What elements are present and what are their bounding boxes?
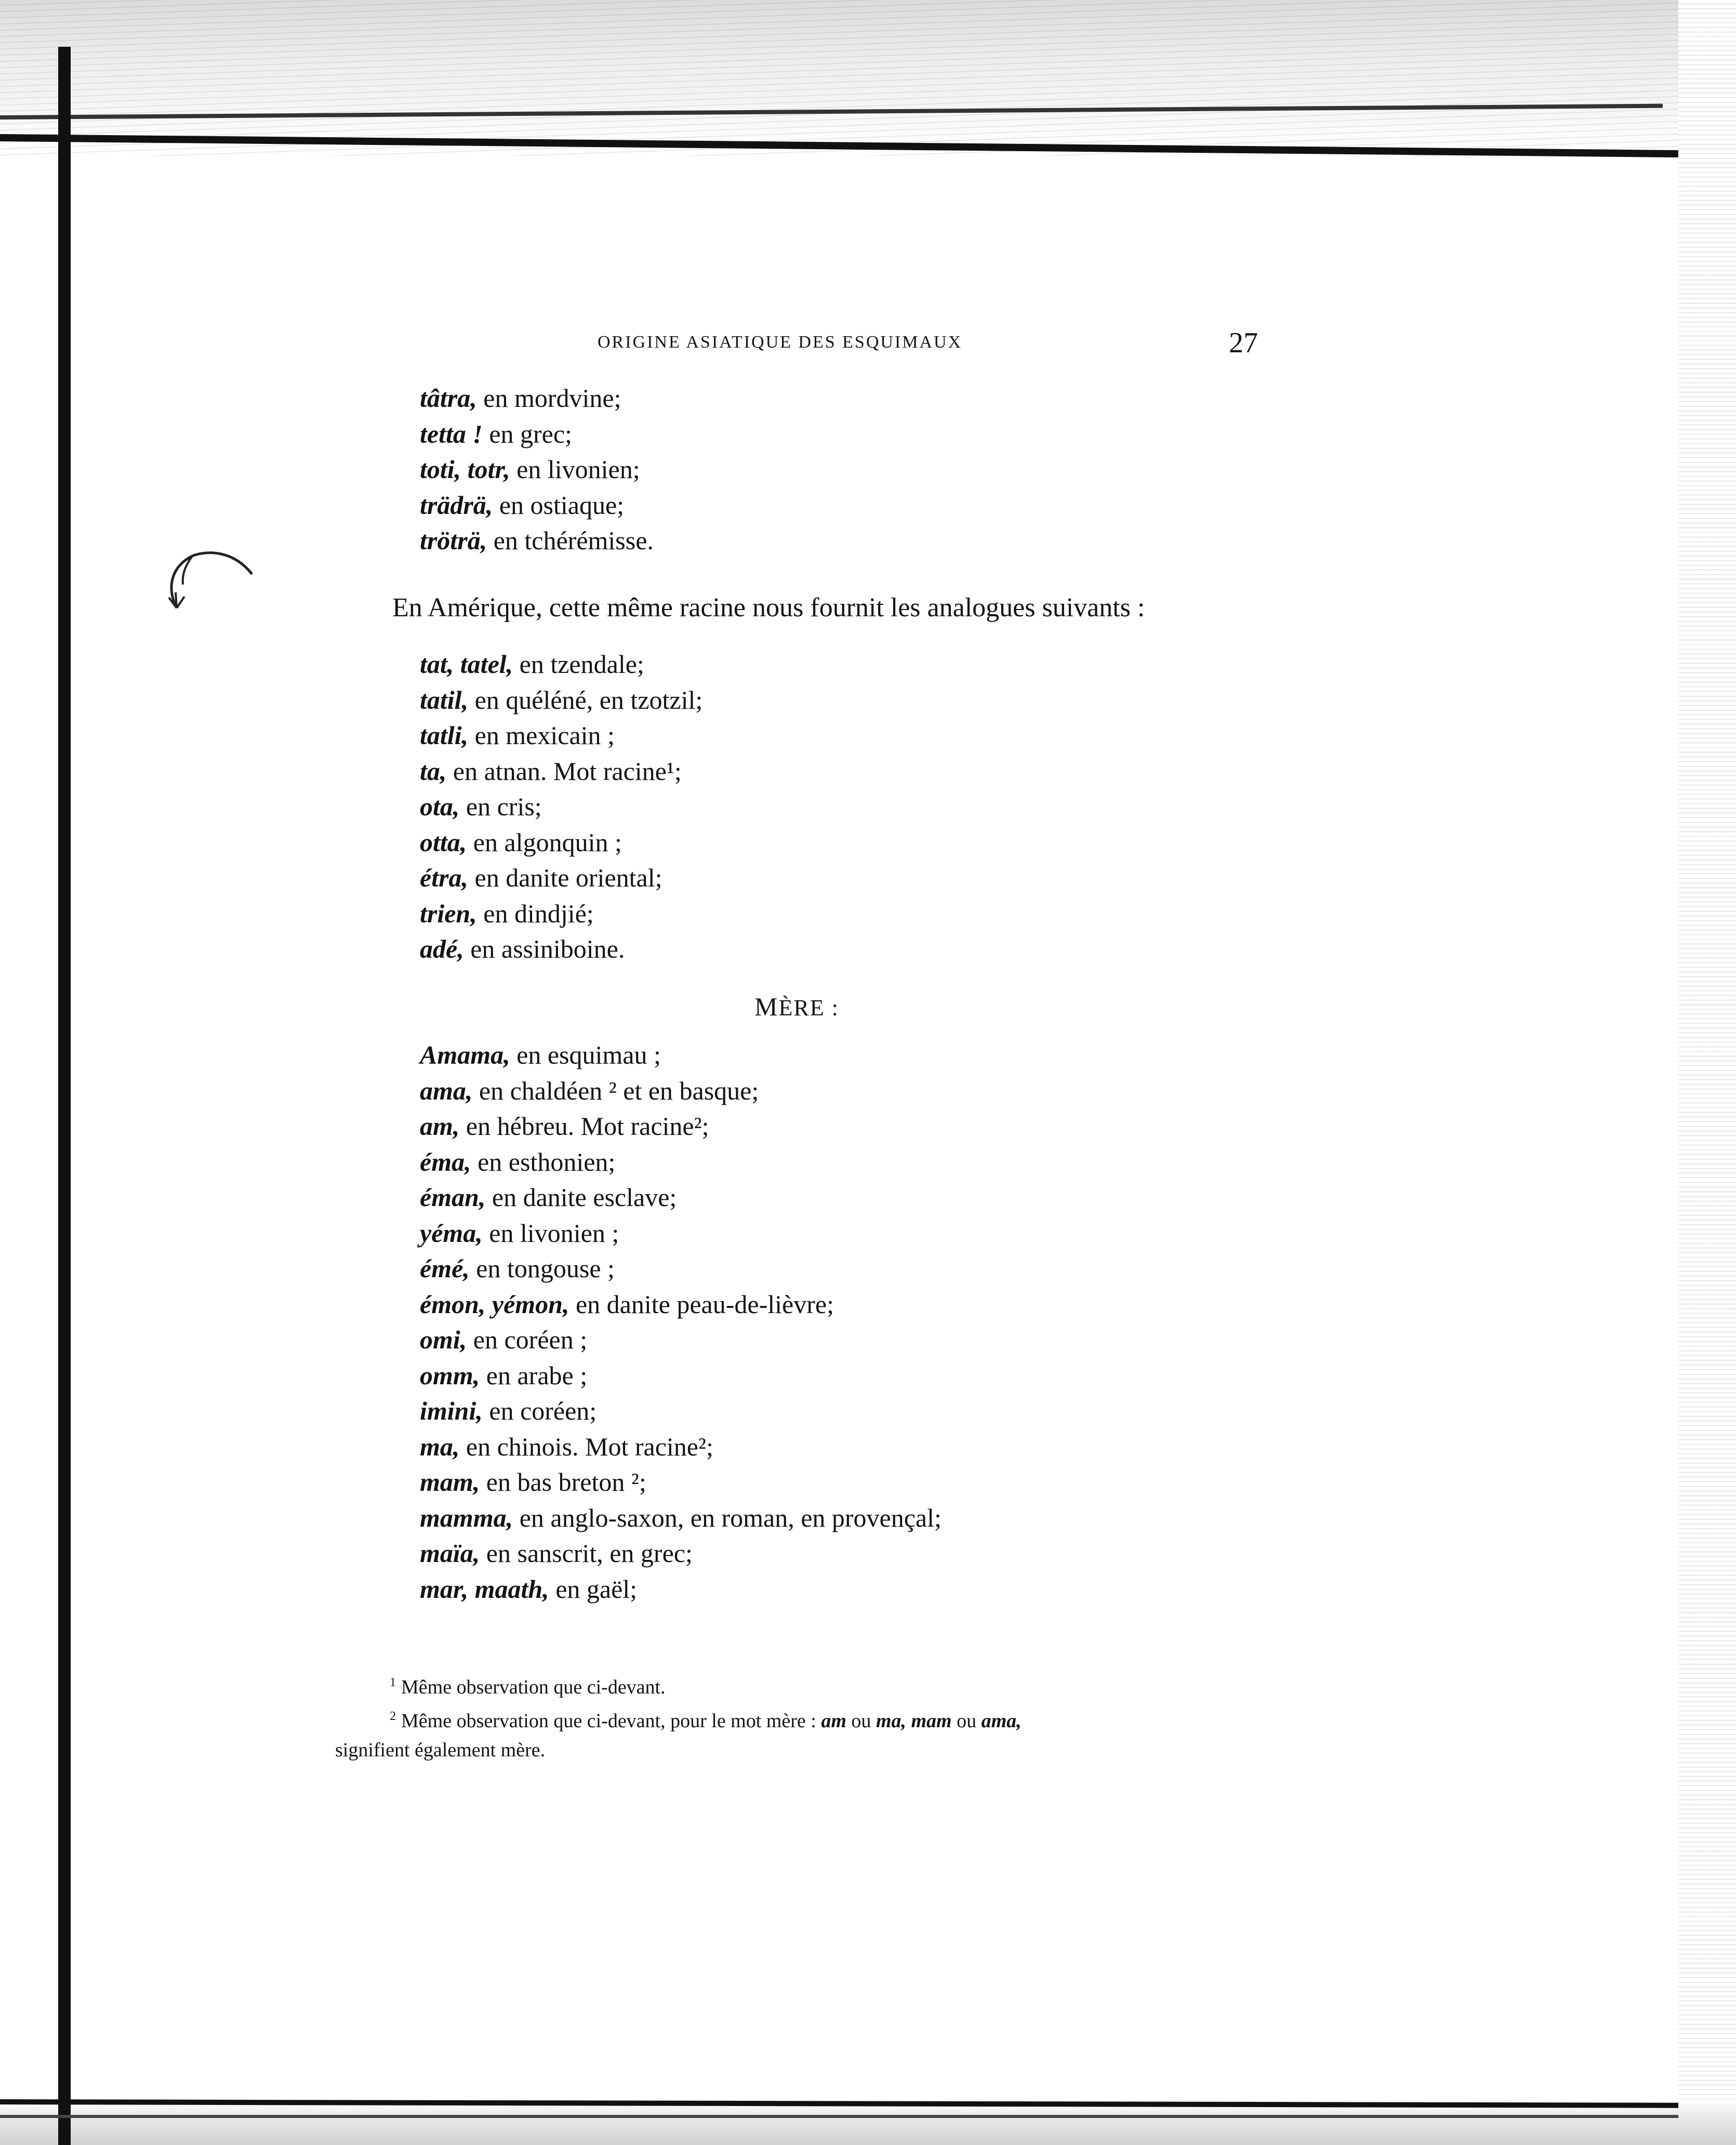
list-item: ta, en atnan. Mot racine¹;	[420, 756, 682, 786]
list-item: ama, en chaldéen ² et en basque;	[420, 1076, 759, 1105]
list-item: tatli, en mexicain ;	[420, 721, 615, 750]
scan-edge-right	[1678, 0, 1736, 2145]
list-item: imini, en coréen;	[420, 1396, 597, 1425]
footnotes	[335, 1668, 1265, 1765]
footnote: $^1$ Même observation que ci-devant.	[390, 1676, 666, 1698]
list-pere-continued	[420, 380, 654, 559]
list-item: tröträ, en tchérémisse.	[420, 526, 654, 555]
footnote-continuation: signifient également mère.	[335, 1739, 546, 1761]
list-item: Amama, en esquimau ;	[420, 1040, 661, 1069]
running-title: ORIGINE ASIATIQUE DES ESQUIMAUX	[598, 333, 963, 352]
list-item: otta, en algonquin ;	[420, 827, 622, 857]
list-item: mam, en bas breton ²;	[420, 1467, 646, 1497]
list-item: yéma, en livonien ;	[420, 1218, 619, 1248]
section-title: MÈRE :	[754, 992, 839, 1021]
list-item: toti, totr, en livonien;	[420, 455, 640, 484]
list-item: tetta ! en grec;	[420, 419, 572, 448]
list-item: émé, en tongouse ;	[420, 1254, 615, 1283]
list-america	[420, 646, 703, 967]
list-mere	[420, 1037, 942, 1607]
footnote: $^2$ Même observation que ci-devant, pour le mot mère : am ou ma, mam ou ama,	[390, 1710, 1022, 1732]
page-number: 27	[1229, 327, 1258, 359]
list-item: omm, en arabe ;	[420, 1360, 588, 1390]
scan-shadow-top	[0, 0, 1736, 156]
scan-border-line	[0, 2115, 1678, 2118]
list-item: tatil, en quéléné, en tzotzil;	[420, 685, 703, 714]
scan-border-line	[58, 47, 71, 2145]
list-item: mamma, en anglo-saxon, en roman, en provençal;	[420, 1503, 942, 1532]
list-item: tat, tatel, en tzendale;	[420, 650, 644, 679]
list-item: trien, en dindjié;	[420, 898, 594, 928]
list-item: éma, en esthonien;	[420, 1147, 616, 1176]
list-item: tâtra, en mordvine;	[420, 383, 621, 413]
pencil-mark-icon	[145, 535, 265, 618]
paragraph: En Amérique, cette même racine nous fournit les analogues suivants :	[392, 593, 1145, 623]
list-item: éman, en danite esclave;	[420, 1183, 677, 1212]
list-item: adé, en assiniboine.	[420, 934, 625, 963]
list-item: ota, en cris;	[420, 792, 542, 821]
list-item: am, en hébreu. Mot racine²;	[420, 1111, 709, 1141]
list-item: trädrä, en ostiaque;	[420, 490, 625, 520]
list-item: émon, yémon, en danite peau-de-lièvre;	[420, 1289, 834, 1319]
list-item: maïa, en sanscrit, en grec;	[420, 1539, 693, 1568]
list-item: ma, en chinois. Mot racine²;	[420, 1432, 713, 1461]
list-item: omi, en coréen ;	[420, 1325, 588, 1354]
list-item: étra, en danite oriental;	[420, 863, 662, 892]
list-item: mar, maath, en gaël;	[420, 1574, 638, 1604]
